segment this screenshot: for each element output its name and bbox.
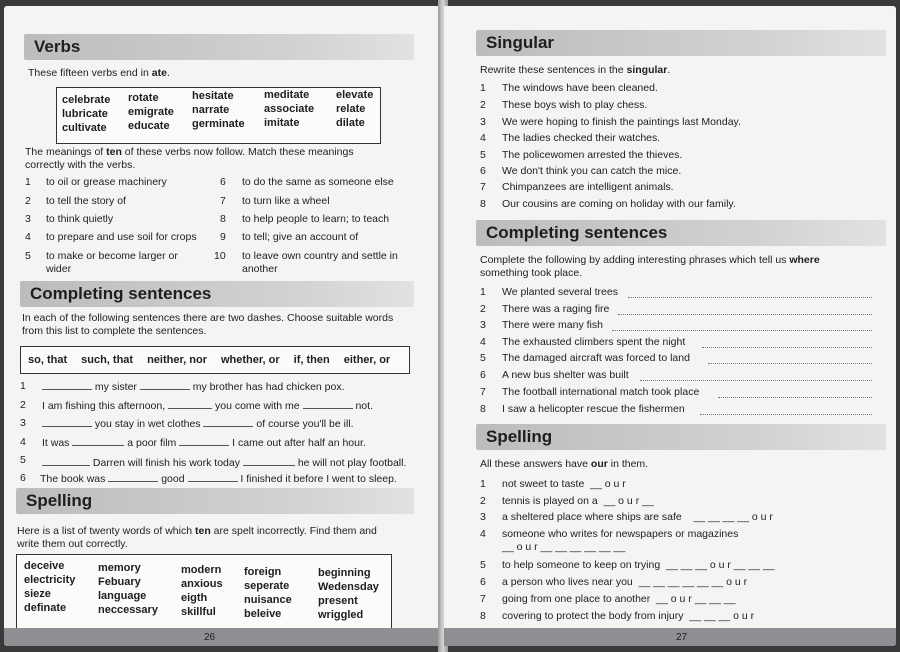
sentence-number: 2 bbox=[20, 399, 26, 411]
completing-heading-bar-right bbox=[476, 220, 886, 246]
spelling-clue: going from one place to another __ o u r __ __ __ bbox=[502, 593, 736, 605]
meaning-number: 10 bbox=[214, 250, 226, 262]
answer-line bbox=[708, 362, 872, 364]
meaning-text: to prepare and use soil for crops bbox=[46, 231, 197, 243]
meaning-number: 4 bbox=[25, 231, 31, 243]
verbs-col-2: rotate emigrate educate bbox=[128, 92, 174, 132]
spelling-clue: a person who lives near you __ __ __ __ __ __ o u r bbox=[502, 576, 748, 588]
sentence-number: 5 bbox=[480, 149, 486, 161]
meaning-number: 6 bbox=[220, 176, 226, 188]
where-sentence: I saw a helicopter rescue the fishermen bbox=[502, 403, 685, 415]
answer-line bbox=[700, 413, 872, 415]
completing-instruction-right: Complete the following by adding interesting phrases which tell us where something took place. bbox=[480, 254, 820, 279]
gap-sentence: It was a poor film I came out after half an hour. bbox=[42, 437, 366, 449]
singular-sentence: The policewomen arrested the thieves. bbox=[502, 149, 683, 161]
page-number-left: 26 bbox=[204, 632, 216, 643]
gap-sentence: I am fishing this afternoon, you come with me not. bbox=[42, 400, 373, 412]
sentence-number: 1 bbox=[20, 380, 26, 392]
where-sentence: The exhausted climbers spent the night bbox=[502, 336, 686, 348]
spelling-col-1: deceive electricity sieze definate bbox=[24, 560, 76, 614]
where-sentence: The damaged aircraft was forced to land bbox=[502, 352, 690, 364]
answer-line bbox=[640, 379, 872, 381]
sentence-number: 6 bbox=[480, 165, 486, 177]
spelling-instruction-left: Here is a list of twenty words of which ten are spelt incorrectly. Find them and write them out correctly. bbox=[17, 525, 377, 550]
clue-number: 6 bbox=[480, 576, 486, 588]
left-page-footer-bar bbox=[4, 628, 440, 646]
verbs-col-4: meditate associate imitate bbox=[264, 89, 315, 129]
singular-sentence: Our cousins are coming on holiday with our family. bbox=[502, 198, 736, 210]
singular-sentence: The ladies checked their watches. bbox=[502, 132, 661, 144]
where-sentence: There was a raging fire bbox=[502, 303, 610, 315]
spelling-col-3: modern anxious eigth skillful bbox=[181, 564, 223, 618]
verbs-heading: Verbs bbox=[34, 37, 81, 56]
completing-heading-left: Completing sentences bbox=[30, 284, 212, 303]
answer-line bbox=[612, 329, 872, 331]
left-page bbox=[4, 6, 440, 646]
singular-heading: Singular bbox=[486, 33, 555, 52]
spelling-clue: not sweet to taste __ o u r bbox=[502, 478, 626, 490]
sentence-number: 1 bbox=[480, 286, 486, 298]
sentence-number: 5 bbox=[20, 454, 26, 466]
spelling-col-2: memory Febuary language neccessary bbox=[98, 562, 158, 616]
completing-heading-bar-left bbox=[20, 281, 414, 307]
verbs-col-1: celebrate lubricate cultivate bbox=[62, 94, 111, 134]
sentence-number: 3 bbox=[480, 319, 486, 331]
sentence-number: 2 bbox=[480, 303, 486, 315]
where-sentence: We planted several trees bbox=[502, 286, 618, 298]
answer-line bbox=[618, 313, 872, 315]
verbs-intro: These fifteen verbs end in ate. bbox=[28, 67, 170, 79]
meaning-number: 9 bbox=[220, 231, 226, 243]
meaning-text: to leave own country and settle in another bbox=[242, 250, 398, 275]
singular-sentence: We don't think you can catch the mice. bbox=[502, 165, 682, 177]
right-page-footer-bar bbox=[444, 628, 896, 646]
page-number-right: 27 bbox=[676, 632, 688, 643]
sentence-number: 6 bbox=[20, 472, 26, 484]
singular-sentence: We were hoping to finish the paintings last Monday. bbox=[502, 116, 741, 128]
sentence-number: 4 bbox=[480, 132, 486, 144]
clue-number: 2 bbox=[480, 495, 486, 507]
spelling-clue: someone who writes for newspapers or magazines __ o u r __ __ __ __ __ __ bbox=[502, 528, 739, 553]
meaning-number: 1 bbox=[25, 176, 31, 188]
meaning-text: to do the same as someone else bbox=[242, 176, 394, 188]
sentence-number: 2 bbox=[480, 99, 486, 111]
spelling-heading-bar-left bbox=[16, 488, 414, 514]
gap-sentence: Darren will finish his work today he will not play football. bbox=[42, 456, 406, 470]
where-sentence: The football international match took place bbox=[502, 386, 700, 398]
sentence-number: 7 bbox=[480, 386, 486, 398]
verbs-instruction: The meanings of ten of these verbs now follow. Match these meanings correctly with the verbs. bbox=[25, 146, 354, 171]
spelling-heading-left: Spelling bbox=[26, 491, 93, 510]
clue-number: 5 bbox=[480, 559, 486, 571]
sentence-number: 1 bbox=[480, 82, 486, 94]
meaning-text: to help people to learn; to teach bbox=[242, 213, 390, 225]
where-sentence: A new bus shelter was built bbox=[502, 369, 629, 381]
clue-number: 4 bbox=[480, 528, 486, 540]
sentence-number: 8 bbox=[480, 198, 486, 210]
spelling-clue: covering to protect the body from injury __ __ __ o u r bbox=[502, 610, 755, 622]
sentence-number: 3 bbox=[20, 417, 26, 429]
verbs-col-5: elevate relate dilate bbox=[336, 89, 374, 129]
spelling-heading-right: Spelling bbox=[486, 427, 553, 446]
clue-number: 1 bbox=[480, 478, 486, 490]
meaning-text: to tell the story of bbox=[46, 195, 126, 207]
completing-instruction-left: In each of the following sentences there are two dashes. Choose suitable words from this list to complete the sentences. bbox=[22, 312, 394, 337]
singular-instruction: Rewrite these sentences in the singular. bbox=[480, 64, 671, 76]
where-sentence: There were many fish bbox=[502, 319, 603, 331]
meaning-text: to tell; give an account of bbox=[242, 231, 359, 243]
gap-sentence: The book was good I finished it before I went to sleep. bbox=[40, 473, 397, 485]
sentence-number: 5 bbox=[480, 352, 486, 364]
answer-line bbox=[628, 296, 872, 298]
spelling-col-5: beginning Wedensday present wriggled bbox=[318, 567, 379, 621]
sentence-number: 4 bbox=[480, 336, 486, 348]
meaning-number: 3 bbox=[25, 213, 31, 225]
sentence-number: 8 bbox=[480, 403, 486, 415]
conjunction-options: so, that such, that neither, nor whether, or if, then either, or bbox=[28, 354, 391, 366]
sentence-number: 7 bbox=[480, 181, 486, 193]
meaning-text: to oil or grease machinery bbox=[46, 176, 167, 188]
singular-heading-bar bbox=[476, 30, 886, 56]
spelling-clue: to help someone to keep on trying __ __ __ o u r __ __ __ bbox=[502, 559, 775, 571]
meaning-text: to make or become larger or wider bbox=[46, 250, 178, 275]
meaning-number: 2 bbox=[25, 195, 31, 207]
right-page bbox=[444, 6, 896, 646]
meaning-number: 5 bbox=[25, 250, 31, 262]
spelling-heading-bar-right bbox=[476, 424, 886, 450]
meaning-text: to turn like a wheel bbox=[242, 195, 330, 207]
sentence-number: 3 bbox=[480, 116, 486, 128]
singular-sentence: These boys wish to play chess. bbox=[502, 99, 648, 111]
completing-heading-right: Completing sentences bbox=[486, 223, 668, 242]
spelling-col-4: foreign seperate nuisance beleive bbox=[244, 566, 292, 620]
clue-number: 7 bbox=[480, 593, 486, 605]
spelling-instruction-right: All these answers have our in them. bbox=[480, 458, 649, 470]
meaning-number: 7 bbox=[220, 195, 226, 207]
clue-number: 3 bbox=[480, 511, 486, 523]
verbs-heading-bar bbox=[24, 34, 414, 60]
verbs-col-3: hesitate narrate germinate bbox=[192, 90, 245, 130]
singular-sentence: Chimpanzees are intelligent animals. bbox=[502, 181, 674, 193]
answer-line bbox=[702, 346, 872, 348]
sentence-number: 4 bbox=[20, 436, 26, 448]
gap-sentence: you stay in wet clothes of course you'll be ill. bbox=[42, 417, 354, 431]
singular-sentence: The windows have been cleaned. bbox=[502, 82, 658, 94]
gap-sentence: my sister my brother has had chicken pox. bbox=[42, 380, 345, 394]
spelling-clue: a sheltered place where ships are safe __ __ __ __ o u r bbox=[502, 511, 773, 523]
clue-number: 8 bbox=[480, 610, 486, 622]
meaning-text: to think quietly bbox=[46, 213, 114, 225]
spelling-clue: tennis is played on a __ o u r __ bbox=[502, 495, 654, 507]
answer-line bbox=[718, 396, 872, 398]
meaning-number: 8 bbox=[220, 213, 226, 225]
sentence-number: 6 bbox=[480, 369, 486, 381]
